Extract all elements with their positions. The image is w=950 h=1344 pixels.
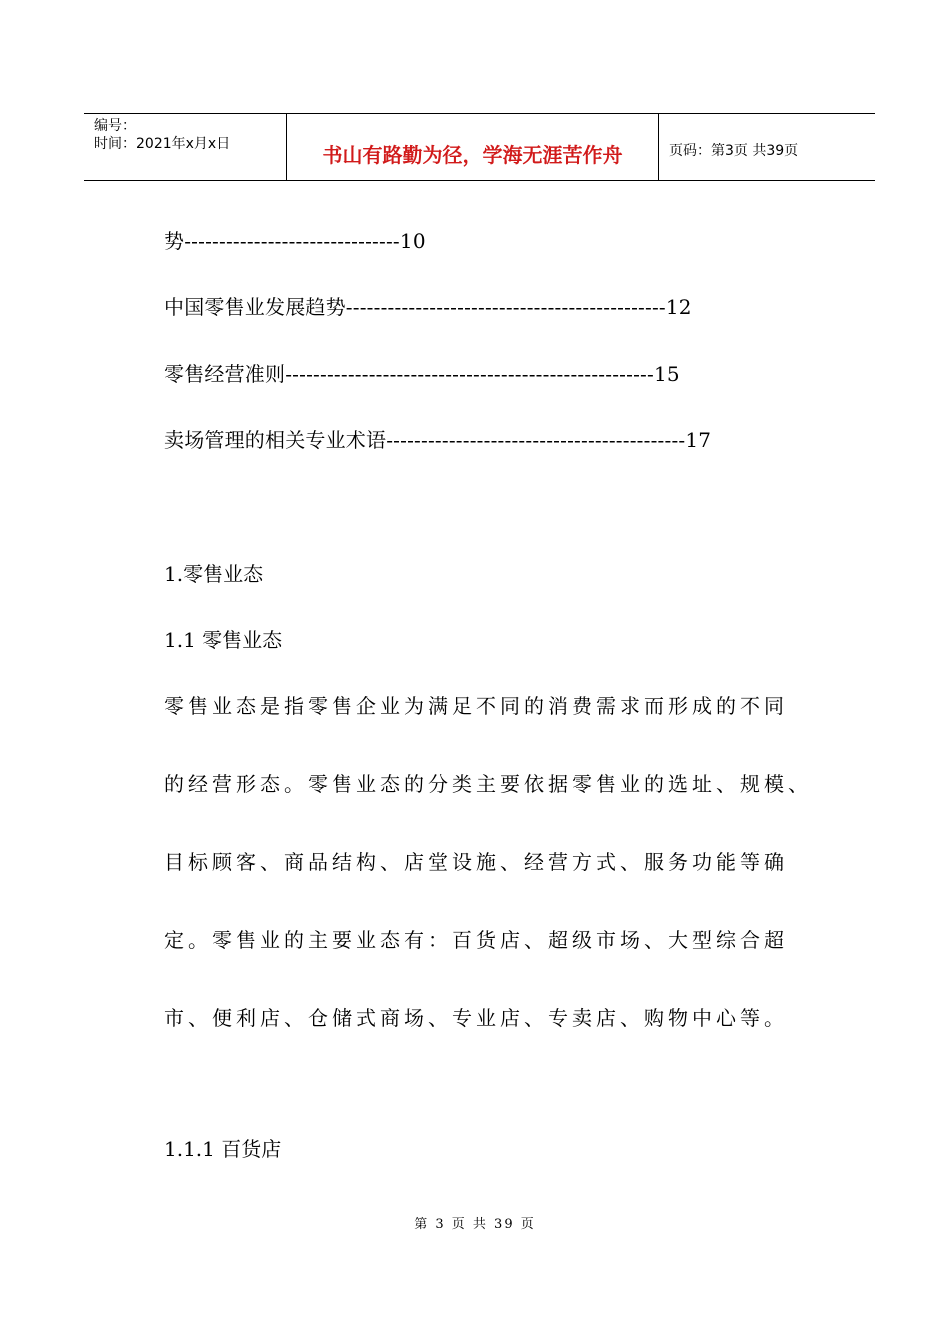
- header-right-cell: [659, 114, 875, 180]
- toc-entry: 零售经营准则-----------------------------------------------------15: [164, 362, 680, 386]
- paragraph-line: 定。零售业的主要业态有：百货店、超级市场、大型综合超: [164, 928, 788, 952]
- header-page-code: 页码：第3页 共39页: [669, 143, 799, 159]
- header-left-cell: [84, 114, 286, 180]
- document-header: [84, 113, 875, 181]
- paragraph-line: 的经营形态。零售业态的分类主要依据零售业的选址、规模、: [164, 772, 812, 796]
- section-heading-1: 1.零售业态: [164, 562, 264, 586]
- toc-entry: 卖场管理的相关专业术语-------------------------------------------17: [164, 428, 712, 452]
- header-number-label: 编号：: [94, 118, 136, 134]
- toc-entry: 势-------------------------------10: [164, 229, 426, 253]
- section-heading-1-1: 1.1 零售业态: [164, 628, 283, 652]
- paragraph-line: 零售业态是指零售企业为满足不同的消费需求而形成的不同: [164, 694, 788, 718]
- header-time-label: 时间：2021年x月x日: [94, 136, 231, 152]
- toc-entry: 中国零售业发展趋势----------------------------------------------12: [164, 295, 692, 319]
- paragraph-line: 市、便利店、仓储式商场、专业店、专卖店、购物中心等。: [164, 1006, 788, 1030]
- paragraph-line: 目标顾客、商品结构、店堂设施、经营方式、服务功能等确: [164, 850, 788, 874]
- header-motto-cell: [286, 114, 659, 180]
- header-motto: 书山有路勤为径，学海无涯苦作舟: [322, 143, 623, 167]
- section-heading-1-1-1: 1.1.1 百货店: [164, 1137, 282, 1161]
- page-footer: 第 3 页 共 39 页: [414, 1217, 536, 1232]
